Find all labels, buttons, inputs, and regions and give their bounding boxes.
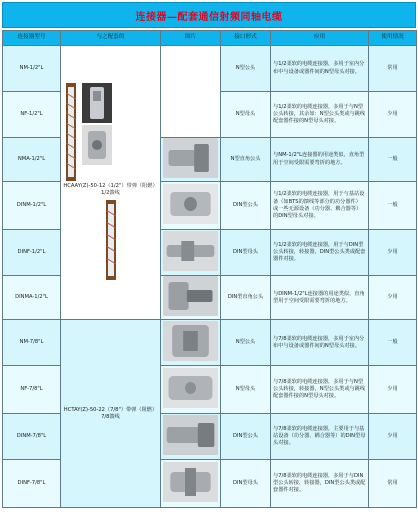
interface-cell: DIN型母头 [221,230,271,276]
picture-cell [161,366,221,414]
connector-image [163,184,218,224]
cable-group-cell [61,320,161,508]
connector-table [2,30,417,508]
application-cell: 与7/8柔软的电缆连接器，多用于与N型公头转接，转接器，N型公头类或与跳线配套器件接的N型母头对接。 [271,366,369,414]
picture-cell [161,276,221,320]
usage-cell: 常用 [369,46,417,92]
header-cable: 与之配套的 [61,31,161,46]
connector-image [163,276,218,316]
usage-cell: 少用 [369,230,417,276]
interface-cell: DIN型公头 [221,182,271,230]
model-cell: NMA-1/2"L [3,138,61,182]
connector-image [163,415,218,455]
application-cell: 与7/8柔软的电缆连接器，多用于与DIN型公头转接，转接器，DIN型公头类或配套器件对接。 [271,460,369,508]
model-cell: DINF-7/8"L [3,460,61,508]
header-row [3,31,417,46]
cable-1-2-image [103,200,119,280]
cable-group-label: HCTAY(Z)-50-22（7/8"）带弹（阻燃）7/8馈线 [63,406,158,420]
model-cell: NM-1/2"L [3,46,61,92]
application-cell: 与1/2柔软的电缆连接器，多用于室内分布中与设备或器件间的N型母头对接。 [271,46,369,92]
picture-cell [161,414,221,460]
model-cell: NF-1/2"L [3,92,61,138]
model-cell: NM-7/8"L [3,320,61,366]
cable-group-cell [61,46,161,320]
sheet-title: 连接器—配套通信射频同轴电缆 [135,11,283,23]
application-cell: 与NM-1/2"L连接器的用途类似，直角型用于空间受限需要弯折的地方。 [271,138,369,182]
connector-image [163,138,218,178]
model-cell: DINF-1/2"L [3,230,61,276]
connector-image [163,462,218,502]
usage-cell: 少用 [369,366,417,414]
interface-cell: N型母头 [221,366,271,414]
model-cell: NF-7/8"L [3,366,61,414]
interface-cell: DIN型公头 [221,414,271,460]
usage-cell: 常用 [369,460,417,508]
usage-cell: 少用 [369,276,417,320]
cable-1-2-image [63,83,79,181]
header-model: 连接器型号 [3,31,61,46]
picture-cell [161,460,221,508]
application-cell: 与1/2柔软的电缆连接器，用于与DIN型公头转接，转接器，DIN型公头类或配套器件对接。 [271,230,369,276]
usage-cell: 一般 [369,182,417,230]
usage-cell: 少用 [369,414,417,460]
interface-cell: DIN型母头 [221,460,271,508]
cable-group-label: HCAAY(Z)-50-12（1/2"）带弹（阻燃）1/2馈线 [63,182,158,196]
application-cell: 与DINM-1/2"L连接器的用途类似，直角型用于空间受限需要弯折的地方。 [271,276,369,320]
model-cell: DINM-1/2"L [3,182,61,230]
connector-image [163,231,218,271]
model-cell: DINM-7/8"L [3,414,61,460]
header-application: 应用 [271,31,369,46]
header-picture: 图片 [161,31,221,46]
interface-cell: DIN型直角公头 [221,276,271,320]
picture-cell [161,138,221,182]
interface-cell: N型公头 [221,320,271,366]
application-cell: 与1/2柔软的电缆连接器，多用于与N型公头转接，其余如：N型公头类或与跳线配套器件接的N型母头对接。 [271,92,369,138]
interface-cell: N型公头 [221,46,271,92]
picture-cell [161,230,221,276]
picture-cell [161,320,221,366]
picture-cell [161,46,221,138]
interface-cell: N型直角公头 [221,138,271,182]
usage-cell: 少用 [369,92,417,138]
table-row [3,46,417,92]
picture-cell [161,182,221,230]
connector-image [82,83,112,123]
connector-image [82,125,112,165]
connector-image [163,321,218,361]
application-cell: 与1/2柔软的电缆连接器，用于与基站设备（如BTS的馈线等部分的功分器件）或一些无源设备（功分器、耦合器等）的DIN型母头对接。 [271,182,369,230]
model-cell: DINMA-1/2"L [3,276,61,320]
application-cell: 与7/8柔软的电缆连接器，主要用于与基站设备（功分器、耦合器等）的DIN型母头对接。 [271,414,369,460]
interface-cell: N型母头 [221,92,271,138]
header-usage: 使用情况 [369,31,417,46]
table-row [3,320,417,366]
usage-cell: 一般 [369,320,417,366]
application-cell: 与7/8柔软的电缆连接器，多用于室内分布中与设备或器件间的N型母头对接。 [271,320,369,366]
header-interface: 接口形式 [221,31,271,46]
connector-image [163,368,218,408]
sheet-title-bar [2,2,416,28]
usage-cell: 一般 [369,138,417,182]
